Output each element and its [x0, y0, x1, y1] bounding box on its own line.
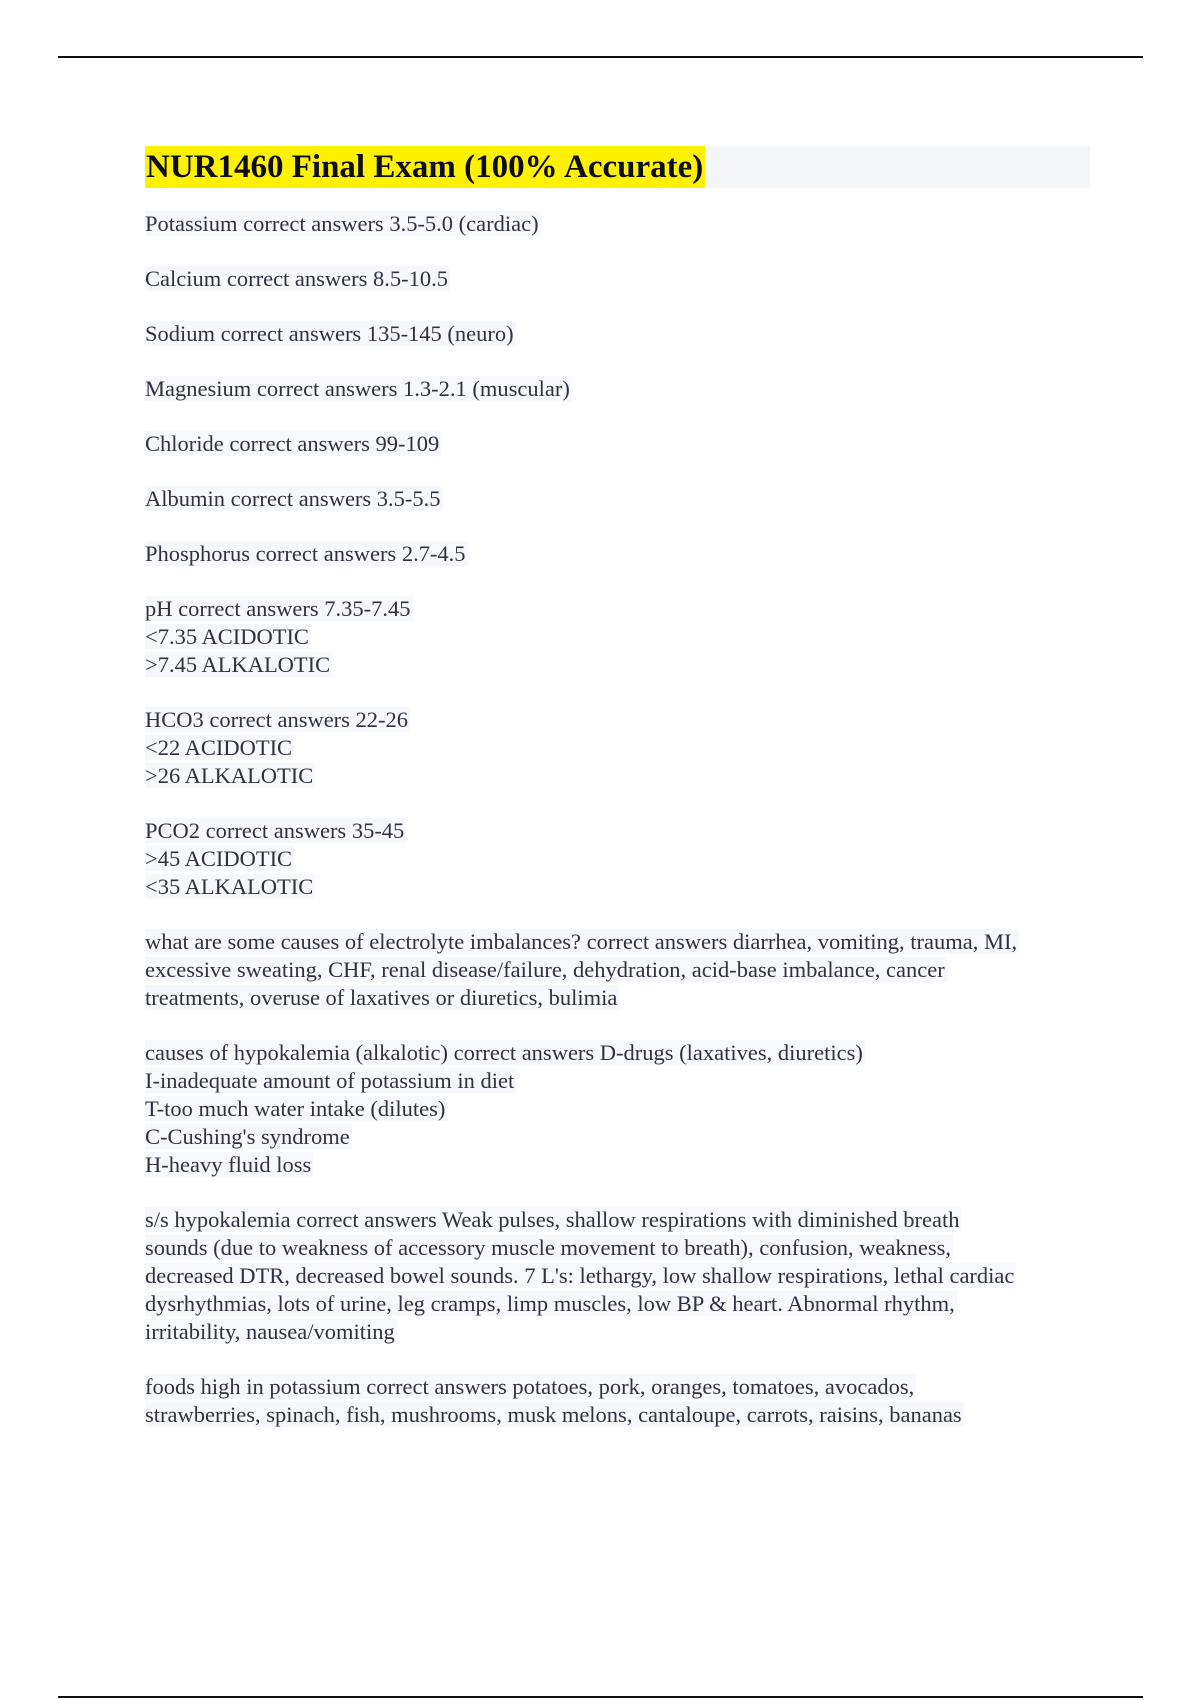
entry-line-text: what are some causes of electrolyte imbalances? correct answers diarrhea, vomiting, trauma, MI,	[145, 929, 1018, 954]
entry-line-text: <35 ALKALOTIC	[145, 874, 314, 899]
entry-line	[145, 651, 1095, 679]
entry-line-text: causes of hypokalemia (alkalotic) correct answers D-drugs (laxatives, diuretics)	[145, 1040, 863, 1065]
entry-line-text: Magnesium correct answers 1.3-2.1 (muscular)	[145, 376, 570, 401]
entry-line-text: C-Cushing's syndrome	[145, 1124, 350, 1149]
entry-line	[145, 1234, 1095, 1262]
title-bar	[145, 146, 1090, 188]
qa-entry	[145, 320, 1095, 348]
entry-line	[145, 762, 1095, 790]
qa-entry	[145, 1039, 1095, 1179]
entry-line-text: I-inadequate amount of potassium in diet	[145, 1068, 515, 1093]
qa-entry	[145, 210, 1095, 238]
entry-line	[145, 984, 1095, 1012]
entry-line-text: decreased DTR, decreased bowel sounds. 7 L's: lethargy, low shallow respirations, lethal cardiac	[145, 1263, 1015, 1288]
entry-line-text: Phosphorus correct answers 2.7-4.5	[145, 541, 466, 566]
entry-line-text: HCO3 correct answers 22-26	[145, 707, 409, 732]
entry-line	[145, 623, 1095, 651]
qa-entry	[145, 817, 1095, 901]
qa-entry	[145, 265, 1095, 293]
bottom-rule	[58, 1696, 1143, 1698]
entry-line	[145, 265, 1095, 293]
entry-line	[145, 1401, 1095, 1429]
qa-entry	[145, 706, 1095, 790]
entry-line-text: treatments, overuse of laxatives or diuretics, bulimia	[145, 985, 618, 1010]
entry-line-text: <22 ACIDOTIC	[145, 735, 293, 760]
entry-line	[145, 1151, 1095, 1179]
document-body	[145, 210, 1095, 1456]
entry-line	[145, 1318, 1095, 1346]
entry-line-text: foods high in potassium correct answers potatoes, pork, oranges, tomatoes, avocados,	[145, 1374, 915, 1399]
entry-line	[145, 1095, 1095, 1123]
qa-entry	[145, 485, 1095, 513]
entry-line	[145, 1373, 1095, 1401]
entry-line	[145, 1290, 1095, 1318]
entry-line-text: Sodium correct answers 135-145 (neuro)	[145, 321, 514, 346]
entry-line-text: >7.45 ALKALOTIC	[145, 652, 331, 677]
entry-line	[145, 928, 1095, 956]
qa-entry	[145, 595, 1095, 679]
entry-line	[145, 430, 1095, 458]
entry-line-text: Potassium correct answers 3.5-5.0 (cardiac)	[145, 211, 539, 236]
entry-line-text: excessive sweating, CHF, renal disease/failure, dehydration, acid-base imbalance, cancer	[145, 957, 945, 982]
entry-line	[145, 956, 1095, 984]
entry-line	[145, 210, 1095, 238]
top-rule	[58, 56, 1143, 58]
entry-line-text: Calcium correct answers 8.5-10.5	[145, 266, 449, 291]
entry-line-text: strawberries, spinach, fish, mushrooms, musk melons, cantaloupe, carrots, raisins, bananas	[145, 1402, 962, 1427]
entry-line	[145, 734, 1095, 762]
entry-line-text: >26 ALKALOTIC	[145, 763, 314, 788]
entry-line-text: PCO2 correct answers 35-45	[145, 818, 405, 843]
entry-line	[145, 817, 1095, 845]
entry-line	[145, 1262, 1095, 1290]
entry-line	[145, 1123, 1095, 1151]
entry-line	[145, 485, 1095, 513]
entry-line-text: Albumin correct answers 3.5-5.5	[145, 486, 441, 511]
qa-entry	[145, 540, 1095, 568]
entry-line-text: sounds (due to weakness of accessory muscle movement to breath), confusion, weakness,	[145, 1235, 952, 1260]
entry-line	[145, 706, 1095, 734]
entry-line	[145, 1067, 1095, 1095]
qa-entry	[145, 375, 1095, 403]
entry-line-text: dysrhythmias, lots of urine, leg cramps, limp muscles, low BP & heart. Abnormal rhythm,	[145, 1291, 955, 1316]
entry-line-text: >45 ACIDOTIC	[145, 846, 293, 871]
entry-line	[145, 1206, 1095, 1234]
entry-line-text: s/s hypokalemia correct answers Weak pulses, shallow respirations with diminished breath	[145, 1207, 960, 1232]
entry-line-text: Chloride correct answers 99-109	[145, 431, 440, 456]
entry-line-text: pH correct answers 7.35-7.45	[145, 596, 411, 621]
entry-line-text: H-heavy fluid loss	[145, 1152, 312, 1177]
entry-line	[145, 320, 1095, 348]
entry-line-text: irritability, nausea/vomiting	[145, 1319, 395, 1344]
entry-line	[145, 1039, 1095, 1067]
entry-line-text: <7.35 ACIDOTIC	[145, 624, 309, 649]
document-title: NUR1460 Final Exam (100% Accurate)	[145, 146, 705, 188]
entry-line-text: T-too much water intake (dilutes)	[145, 1096, 446, 1121]
entry-line	[145, 375, 1095, 403]
entry-line	[145, 540, 1095, 568]
entry-line	[145, 595, 1095, 623]
qa-entry	[145, 1373, 1095, 1429]
qa-entry	[145, 1206, 1095, 1346]
qa-entry	[145, 928, 1095, 1012]
entry-line	[145, 845, 1095, 873]
qa-entry	[145, 430, 1095, 458]
entry-line	[145, 873, 1095, 901]
